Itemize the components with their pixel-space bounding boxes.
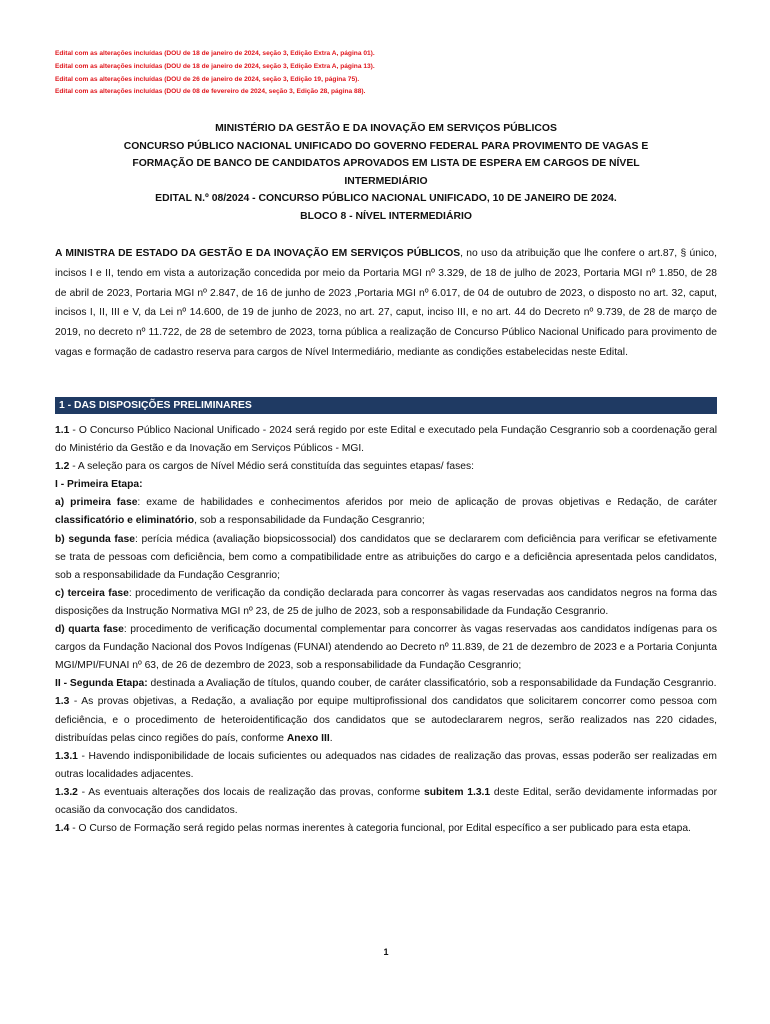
heading-contest-line: INTERMEDIÁRIO — [344, 175, 428, 187]
item-number: 1.3.2 — [55, 786, 78, 798]
intro-paragraph — [55, 244, 717, 363]
stage-text: destinada a Avaliação de títulos, quando couber, de caráter classificatório, sob a responsabilidade da Fundação Cesgranrio. — [147, 678, 717, 690]
phase-emphasis: classificatório e eliminatório — [55, 515, 195, 527]
amendment-note: Edital com as alterações incluídas (DOU de 18 de janeiro de 2024, seção 3, Edição Extra A, página 01). — [55, 50, 375, 57]
section-title-bar: 1 - DAS DISPOSIÇÕES PRELIMINARES — [55, 397, 717, 414]
item-text: deste Edital, serão devidamente informadas por ocasião da convocação dos candidatos. — [55, 786, 717, 816]
intro-lead: A MINISTRA DE ESTADO DA GESTÃO E DA INOVAÇÃO EM SERVIÇOS PÚBLICOS — [55, 248, 461, 259]
item-text: . — [329, 732, 333, 744]
item-emphasis: subitem 1.3.1 — [424, 786, 491, 798]
phase-label: a) primeira fase — [55, 497, 138, 509]
amendment-notes — [55, 48, 717, 99]
item-1-3 — [55, 693, 717, 747]
phase-label: c) terceira fase — [55, 587, 129, 599]
intro-text: , no uso da atribuição que lhe confere o art.87, § único, incisos I e II, tendo em vista a autorização concedida por meio da Portaria MGI nº 3.329, de 18 de julho de 2023, Portaria MGI nº 1.850, de 28 de abril de 2023, Portaria MGI nº 2.847, de 16 de junho de 2023 ,Portaria MGI nº 6.017, de 04 de outubro de 2023, o disposto no art. 32, caput, incisos I, II, III e V, da Lei nº 14.600, de 19 de junho de 2023, no art. 27, caput, inciso III, e no art. 44 do Decreto nº 9.739, de 28 de março de 2019, no decreto nº 11.722, de 28 de setembro de 2023, torna pública a realização de Concurso Público Nacional Unificado para provimento de vagas e formação de cadastro reserva para cargos de Nível Intermediário, mediante as condições estabelecidas neste Edital. — [55, 248, 717, 358]
section-body — [55, 422, 717, 838]
heading-contest-line: FORMAÇÃO DE BANCO DE CANDIDATOS APROVADOS EM LISTA DE ESPERA EM CARGOS DE NÍVEL — [132, 158, 640, 170]
item-1-4 — [55, 820, 717, 838]
heading-ministry: MINISTÉRIO DA GESTÃO E DA INOVAÇÃO EM SERVIÇOS PÚBLICOS — [215, 123, 557, 134]
phase-text: : procedimento de verificação da condição declarada para concorrer às vagas reservadas aos candidatos negros na forma das disposições da Instrução Normativa MGI nº 23, de 25 de julho de 2023, sob a responsabilidade da Fundação Cesgranrio. — [55, 587, 717, 617]
item-text: - Havendo indisponibilidade de locais suficientes ou adequados nas cidades de realização das provas, essas poderão ser realizadas em outras localidades adjacentes. — [55, 750, 717, 780]
item-1-1 — [55, 422, 717, 458]
item-text: - A seleção para os cargos de Nível Médio será constituída das seguintes etapas/ fases: — [69, 461, 474, 473]
amendment-note: Edital com as alterações incluídas (DOU de 18 de janeiro de 2024, seção 3, Edição Extra A, página 13). — [55, 62, 375, 70]
page-number: 1 — [383, 947, 389, 957]
amendment-note: Edital com as alterações incluídas (DOU de 26 de janeiro de 2024, seção 3, Edição 19, página 75). — [55, 75, 360, 83]
item-text: - As eventuais alterações dos locais de realização das provas, conforme — [77, 786, 424, 798]
heading-block: BLOCO 8 - NÍVEL INTERMEDIÁRIO — [300, 210, 472, 222]
item-1-3-1 — [55, 748, 717, 784]
phase-d — [55, 621, 717, 675]
stage-label: I - Primeira Etapa: — [55, 479, 143, 491]
phase-label: d) quarta fase — [55, 624, 124, 636]
stage-label: II - Segunda Etapa: — [55, 678, 148, 690]
phase-text: : exame de habilidades e conhecimentos aferidos por meio de aplicação de provas objetivas e Redação, de caráter — [137, 497, 717, 509]
document-heading — [55, 120, 717, 226]
item-emphasis: Anexo III — [286, 732, 330, 744]
heading-contest-line: CONCURSO PÚBLICO NACIONAL UNIFICADO DO GOVERNO FEDERAL PARA PROVIMENTO DE VAGAS E — [123, 140, 649, 152]
stage-2 — [55, 675, 717, 693]
item-number: 1.1 — [55, 425, 70, 436]
item-1-2 — [55, 458, 717, 476]
amendment-note: Edital com as alterações incluídas (DOU de 08 de fevereiro de 2024, seção 3, Edição 28, página 88). — [55, 88, 366, 96]
item-1-3-2 — [55, 784, 717, 820]
heading-edital-number: EDITAL N.º 08/2024 - CONCURSO PÚBLICO NACIONAL UNIFICADO, 10 DE JANEIRO DE 2024. — [155, 193, 617, 205]
item-text: - O Curso de Formação será regido pelas normas inerentes à categoria funcional, por Edital específico a ser publicado para esta etapa. — [69, 823, 691, 835]
phase-label: b) segunda fase — [55, 533, 135, 545]
item-text: - O Concurso Público Nacional Unificado - 2024 será regido por este Edital e executado pela Fundação Cesgranrio sob a coordenação geral do Ministério da Gestão e da Inovação em Serviços Públicos - MGI. — [55, 425, 717, 455]
phase-text: : perícia médica (avaliação biopsicossocial) dos candidatos que se declararem com deficiência para verificar se efetivamente se trata de pessoas com deficiência, bem como a compatibilidade entre as atribuições do cargo e a deficiência apresentada pelos candidatos, sob a responsabilidade da Fundação Cesgranrio; — [55, 533, 717, 581]
phase-text: , sob a responsabilidade da Fundação Cesgranrio; — [194, 515, 425, 527]
item-number: 1.2 — [55, 461, 70, 473]
item-number: 1.4 — [55, 823, 70, 835]
item-text: - As provas objetivas, a Redação, a avaliação por equipe multiprofissional dos candidatos que solicitarem concorrer como pessoa com deficiência, e o procedimento de heteroidentificação dos candidatos que se autodeclararem negros, serão realizados nas 220 cidades, distribuídas pelas cinco regiões do país, conforme — [55, 696, 717, 744]
phase-text: : procedimento de verificação documental complementar para concorrer às vagas reservadas aos candidatos indígenas para os cargos da Fundação Nacional dos Povos Indígenas (FUNAI) atendendo ao Decreto nº 11.839, de 21 de dezembro de 2023 e a Portaria Conjunta MGI/MPI/FUNAI nº 63, de 26 de dezembro de 2023, sob a responsabilidade da Fundação Cesgranrio; — [55, 624, 717, 672]
phase-b — [55, 531, 717, 585]
stage-1-title — [55, 476, 717, 494]
phase-c — [55, 585, 717, 621]
phase-a — [55, 494, 717, 530]
item-number: 1.3.1 — [55, 750, 78, 762]
item-number: 1.3 — [55, 696, 70, 708]
